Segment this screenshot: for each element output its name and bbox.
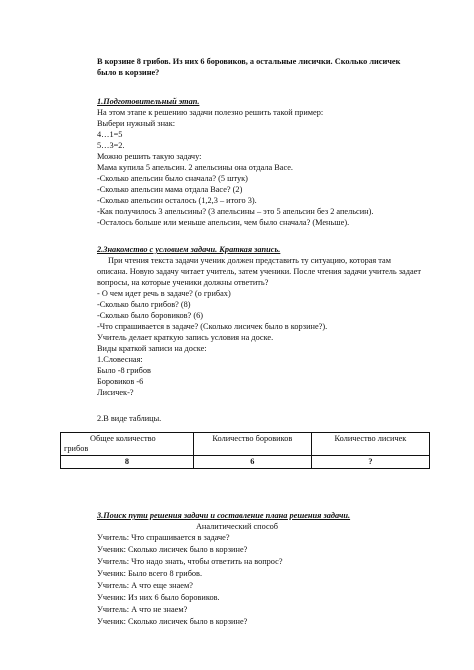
dialog-line: Учитель: Что надо знать, чтобы ответить на вопрос? bbox=[97, 557, 283, 566]
section2-para-line: описана. Новую задачу читает учитель, затем ученики. После чтения задачи учитель задает bbox=[97, 267, 421, 276]
section2-title: 2.Знакомство с условием задачи. Краткая запись. bbox=[97, 245, 281, 254]
section1-line: -Сколько апельсин осталось (1,2,3 – итого 3). bbox=[97, 196, 257, 205]
section2-para-line: При чтения текста задачи ученик должен представить ту ситуацию, которая там bbox=[108, 256, 391, 265]
table-cell: 6 bbox=[193, 456, 311, 469]
kinds-title: Виды краткой записи на доске: bbox=[97, 344, 207, 353]
section3-subtitle: Аналитический способ bbox=[195, 522, 279, 531]
section1-line: -Сколько апельсин было сначала? (5 штук) bbox=[97, 174, 248, 183]
verbal-line: Было -8 грибов bbox=[97, 366, 151, 375]
header-total-line1: Общее количество bbox=[90, 434, 156, 443]
dialog-line: Ученик: Из них 6 было боровиков. bbox=[97, 593, 220, 602]
section1-line: Мама купила 5 апельсин. 2 апельсины она отдала Васе. bbox=[97, 163, 293, 172]
section1-line: 4…1=5 bbox=[97, 130, 123, 139]
section3-title: 3.Поиск пути решения задачи и составление плана решения задачи. bbox=[97, 511, 351, 520]
section2-question: -Сколько было боровиков? (6) bbox=[97, 311, 203, 320]
table-row bbox=[61, 456, 430, 469]
section1-title: 1.Подготовительный этап. bbox=[97, 97, 200, 106]
section1-line: -Как получилось 3 апельсины? (3 апельсины – это 5 апельсин без 2 апельсин). bbox=[97, 207, 374, 216]
section1-line: На этом этапе к решению задачи полезно решить такой пример: bbox=[97, 108, 324, 117]
problem-line-1: В корзине 8 грибов. Из них 6 боровиков, а остальные лисички. Сколько лисичек bbox=[97, 57, 401, 66]
section2-para-line: вопросы, на которые ученики должны ответить? bbox=[97, 278, 269, 287]
section1-line: -Осталось больше или меньше апельсин, чем было сначала? (Меньше). bbox=[97, 218, 350, 227]
table-title: 2.В виде таблицы. bbox=[97, 414, 162, 423]
table-cell: 8 bbox=[61, 456, 194, 469]
verbal-line: Лисичек-? bbox=[97, 388, 134, 397]
table-cell: ? bbox=[311, 456, 429, 469]
table-header-cell: Количество лисичек bbox=[311, 433, 429, 456]
section2-question: -Сколько было грибов? (8) bbox=[97, 300, 191, 309]
dialog-line: Ученик: Было всего 8 грибов. bbox=[97, 569, 203, 578]
section1-line: 5…3=2. bbox=[97, 141, 125, 150]
dialog-line: Учитель: А что еще знаем? bbox=[97, 581, 193, 590]
dialog-line: Ученик: Сколько лисичек было в корзине? bbox=[97, 617, 248, 626]
verbal-line: Боровиков -6 bbox=[97, 377, 144, 386]
mushroom-table bbox=[60, 432, 430, 469]
dialog-line: Учитель: Что спрашивается в задаче? bbox=[97, 533, 230, 542]
section1-line: Можно решить такую задачу: bbox=[97, 152, 202, 161]
section1-line: -Сколько апельсин мама отдала Васе? (2) bbox=[97, 185, 243, 194]
table-header-cell: Количество боровиков bbox=[193, 433, 311, 456]
section2-question: - О чем идет речь в задаче? (о грибах) bbox=[97, 289, 231, 298]
verbal-title: 1.Словесная: bbox=[97, 355, 143, 364]
problem-line-2: было в корзине? bbox=[97, 68, 160, 77]
header-total-line2: грибов bbox=[64, 444, 89, 453]
section2-question: -Что спрашивается в задаче? (Сколько лисичек было в корзине?). bbox=[97, 322, 328, 331]
section1-line: Выбери нужный знак: bbox=[97, 119, 176, 128]
dialog-line: Учитель: А что не знаем? bbox=[97, 605, 188, 614]
teacher-note: Учитель делает краткую запись условия на доске. bbox=[97, 333, 274, 342]
dialog-line: Ученик: Сколько лисичек было в корзине? bbox=[97, 545, 248, 554]
table-header-cell bbox=[61, 433, 194, 456]
table-header-row bbox=[61, 433, 430, 456]
